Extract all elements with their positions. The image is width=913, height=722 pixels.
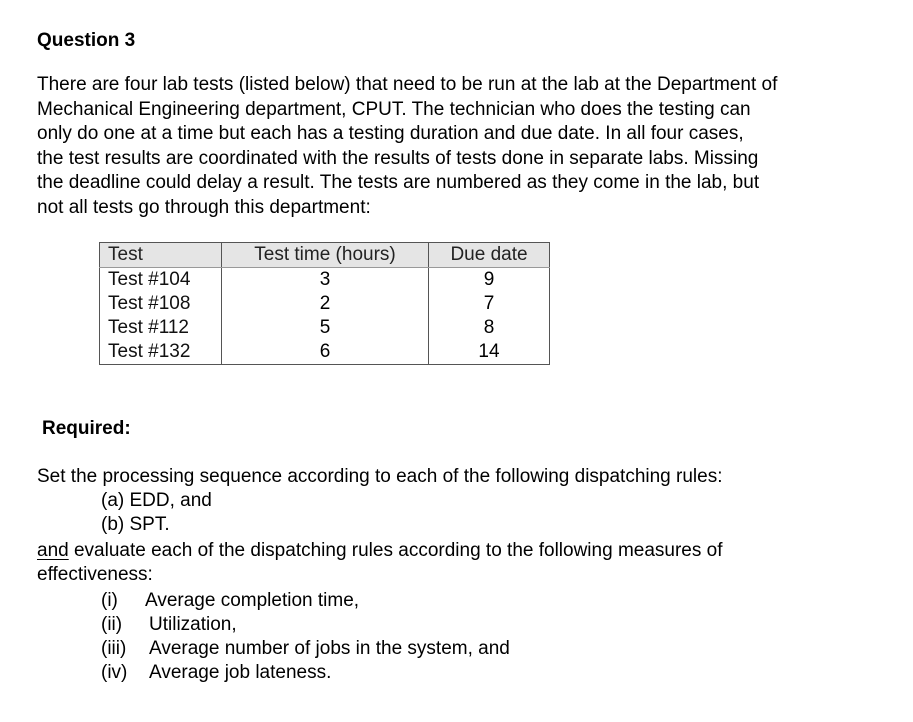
table-row: [100, 292, 550, 316]
evaluate-text: evaluate each of the dispatching rules according to the following measures of: [68, 540, 723, 561]
and-underlined: and: [37, 540, 69, 561]
question-title: Question 3: [37, 30, 136, 51]
test-time-cell: 6: [222, 340, 429, 365]
measure-text: Average job lateness.: [149, 662, 332, 683]
rule-item: (b) SPT.: [101, 514, 170, 535]
intro-line: There are four lab tests (listed below) that need to be run at the lab at the Department of: [37, 74, 778, 95]
rule-item: (a) EDD, and: [101, 490, 212, 511]
intro-line: the deadline could delay a result. The tests are numbered as they come in the lab, but: [37, 172, 760, 193]
measure-number: (iii): [101, 638, 127, 659]
intro-line: Mechanical Engineering department, CPUT. The technician who does the testing can: [37, 98, 751, 120]
intro-line: only do one at a time but each has a testing duration and due date. In all four cases,: [37, 123, 744, 144]
lab-tests-table: [99, 242, 550, 365]
column-header-test: Test: [100, 243, 222, 268]
table-row: [100, 316, 550, 340]
intro-line: not all tests go through this department:: [37, 196, 371, 218]
measure-text: Utilization,: [149, 614, 237, 635]
intro-line: the test results are coordinated with the results of tests done in separate labs. Missing: [37, 147, 759, 169]
measure-number: (ii): [101, 614, 123, 635]
test-cell: Test #104: [100, 268, 222, 293]
intro-paragraph: [37, 73, 777, 220]
table-row: [100, 340, 550, 365]
column-header-test-time: Test time (hours): [222, 243, 429, 268]
due-date-cell: 14: [429, 340, 550, 365]
test-time-cell: 3: [222, 268, 429, 293]
required-heading: Required:: [42, 418, 131, 439]
test-cell: Test #108: [100, 292, 222, 316]
test-time-cell: 5: [222, 316, 429, 340]
test-cell: Test #132: [100, 340, 222, 365]
evaluate-line-2: effectiveness:: [37, 564, 153, 585]
column-header-due-date: Due date: [429, 243, 550, 268]
due-date-cell: 8: [429, 316, 550, 340]
test-cell: Test #112: [100, 316, 222, 340]
due-date-cell: 7: [429, 292, 550, 316]
table-header-row: [100, 243, 550, 268]
table-row: [100, 268, 550, 293]
instruction-text: Set the processing sequence according to each of the following dispatching rules:: [37, 466, 723, 487]
measure-text: Average number of jobs in the system, and: [149, 638, 510, 659]
measure-number: (iv): [101, 662, 128, 683]
due-date-cell: 9: [429, 268, 550, 293]
measure-number: (i): [101, 590, 118, 611]
measure-text: Average completion time,: [145, 590, 360, 611]
evaluate-line: [37, 539, 723, 563]
test-time-cell: 2: [222, 292, 429, 316]
